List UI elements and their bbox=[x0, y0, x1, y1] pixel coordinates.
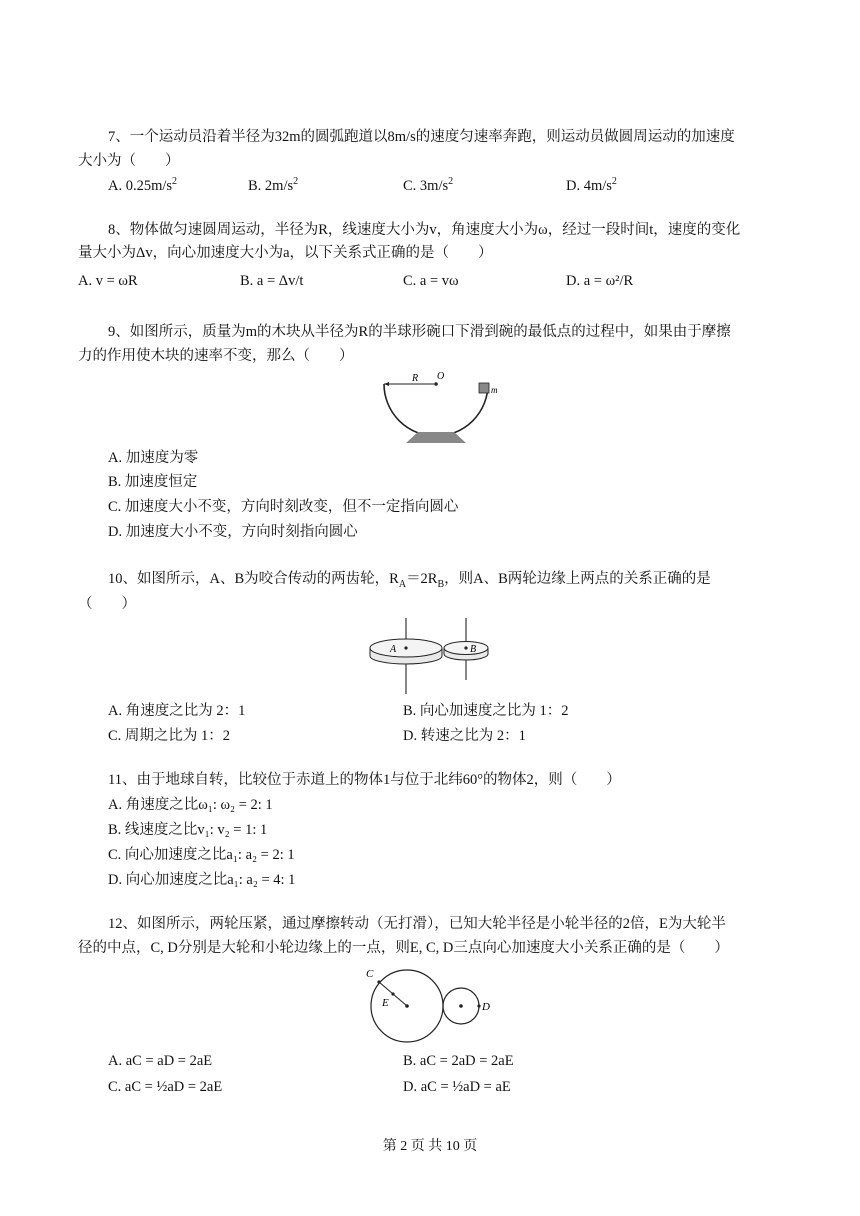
label-o: O bbox=[437, 371, 445, 382]
option-b: B. a = Δv/t bbox=[240, 273, 304, 289]
q12-option-d: D. aC = ½aD = aE bbox=[403, 1079, 511, 1095]
option-c: C. $3m/s^2$ bbox=[403, 176, 454, 194]
option-b: B. $2m/s^2$ bbox=[248, 176, 299, 194]
q8-stem-line1: 8、物体做匀速圆周运动，半径为R，线速度大小为v，角速度大小为ω，经过一段时间t，速度的变化 bbox=[108, 222, 741, 238]
block-m bbox=[479, 383, 489, 393]
q12-stem-line2: 径的中点，C, D分别是大轮和小轮边缘上的一点，则E, C, D三点向心加速度大小关系正确的是（ ） bbox=[78, 940, 729, 956]
option-a: A. $0.25m/s^2$ bbox=[108, 176, 178, 194]
option-a: A. v = ωR bbox=[78, 273, 138, 289]
label-e: E bbox=[382, 997, 389, 1009]
q12-option-a: A. aC = aD = 2aE bbox=[108, 1053, 213, 1069]
q7-stem-line1: 7、一个运动员沿着半径为32m的圆弧跑道以8m/s的速度匀速率奔跑，则运动员做圆周运动的加速度 bbox=[108, 129, 735, 145]
gears-figure bbox=[366, 618, 506, 694]
q9-option-c: C. 加速度大小不变，方向时刻改变，但不一定指向圆心 bbox=[108, 499, 459, 515]
label-a: A bbox=[390, 644, 397, 655]
q11-stem-line1: 11、由于地球自转，比较位于赤道上的物体1与位于北纬60°的物体2，则（ ） bbox=[108, 772, 621, 788]
label-m: m bbox=[491, 385, 498, 395]
q10-option-a: A. 角速度之比为 2：1 bbox=[108, 703, 246, 719]
stand bbox=[406, 432, 466, 443]
option-d: D. a = ω²/R bbox=[566, 273, 634, 289]
q10-stem-line2: （ ） bbox=[78, 596, 136, 612]
q9-stem-line2: 力的作用使木块的速率不变，那么（ ） bbox=[78, 348, 354, 364]
label-c: C bbox=[366, 968, 374, 980]
q12-option-c: C. aC = ½aD = 2aE bbox=[108, 1079, 223, 1095]
q12-option-b: B. aC = 2aD = 2aE bbox=[403, 1053, 514, 1069]
q10-option-c: C. 周期之比为 1：2 bbox=[108, 728, 231, 744]
center-point bbox=[434, 382, 438, 386]
q11-option-d: D. 向心加速度之比a₁: a₂ = 4: 1 bbox=[108, 872, 296, 888]
q9-option-d: D. 加速度大小不变，方向时刻指向圆心 bbox=[108, 524, 358, 540]
q10-option-d: D. 转速之比为 2：1 bbox=[403, 728, 526, 744]
q8-stem-line2: 量大小为Δv，向心加速度大小为a，以下关系式正确的是（ ） bbox=[78, 245, 493, 261]
wheels-figure bbox=[362, 962, 502, 1044]
page-footer: 第 2 页 共 10 页 bbox=[382, 1139, 478, 1154]
bowl-figure bbox=[378, 370, 508, 445]
q10-stem-line1: 10、如图所示，A、B为咬合传动的两齿轮，$R_A=2R_B$，则A、B两轮边缘上两点的关系正确的是 bbox=[108, 571, 711, 590]
q11-option-c: C. 向心加速度之比a₁: a₂ = 2: 1 bbox=[108, 847, 295, 863]
option-c: C. a = vω bbox=[403, 273, 459, 289]
q9-option-b: B. 加速度恒定 bbox=[108, 474, 198, 490]
option-d: D. $4m/s^2$ bbox=[566, 176, 617, 194]
q11-option-a: A. 角速度之比ω₁: ω₂ = 2: 1 bbox=[108, 797, 273, 813]
q12-stem-line1: 12、如图所示，两轮压紧，通过摩擦转动（无打滑），已知大轮半径是小轮半径的2倍，E为大轮半 bbox=[108, 916, 726, 932]
q10-option-b: B. 向心加速度之比为 1：2 bbox=[403, 703, 569, 719]
label-d: D bbox=[482, 1001, 490, 1013]
label-b: B bbox=[470, 644, 477, 655]
q11-option-b: B. 线速度之比v₁: v₂ = 1: 1 bbox=[108, 822, 268, 838]
label-r: R bbox=[412, 373, 419, 384]
q7-stem-line2: 大小为（ ） bbox=[78, 153, 180, 169]
q9-option-a: A. 加速度为零 bbox=[108, 450, 199, 466]
bowl-arc bbox=[384, 384, 488, 436]
q9-stem-line1: 9、如图所示，质量为m的木块从半径为R的半球形碗口下滑到碗的最低点的过程中，如果由于摩擦 bbox=[108, 324, 731, 340]
